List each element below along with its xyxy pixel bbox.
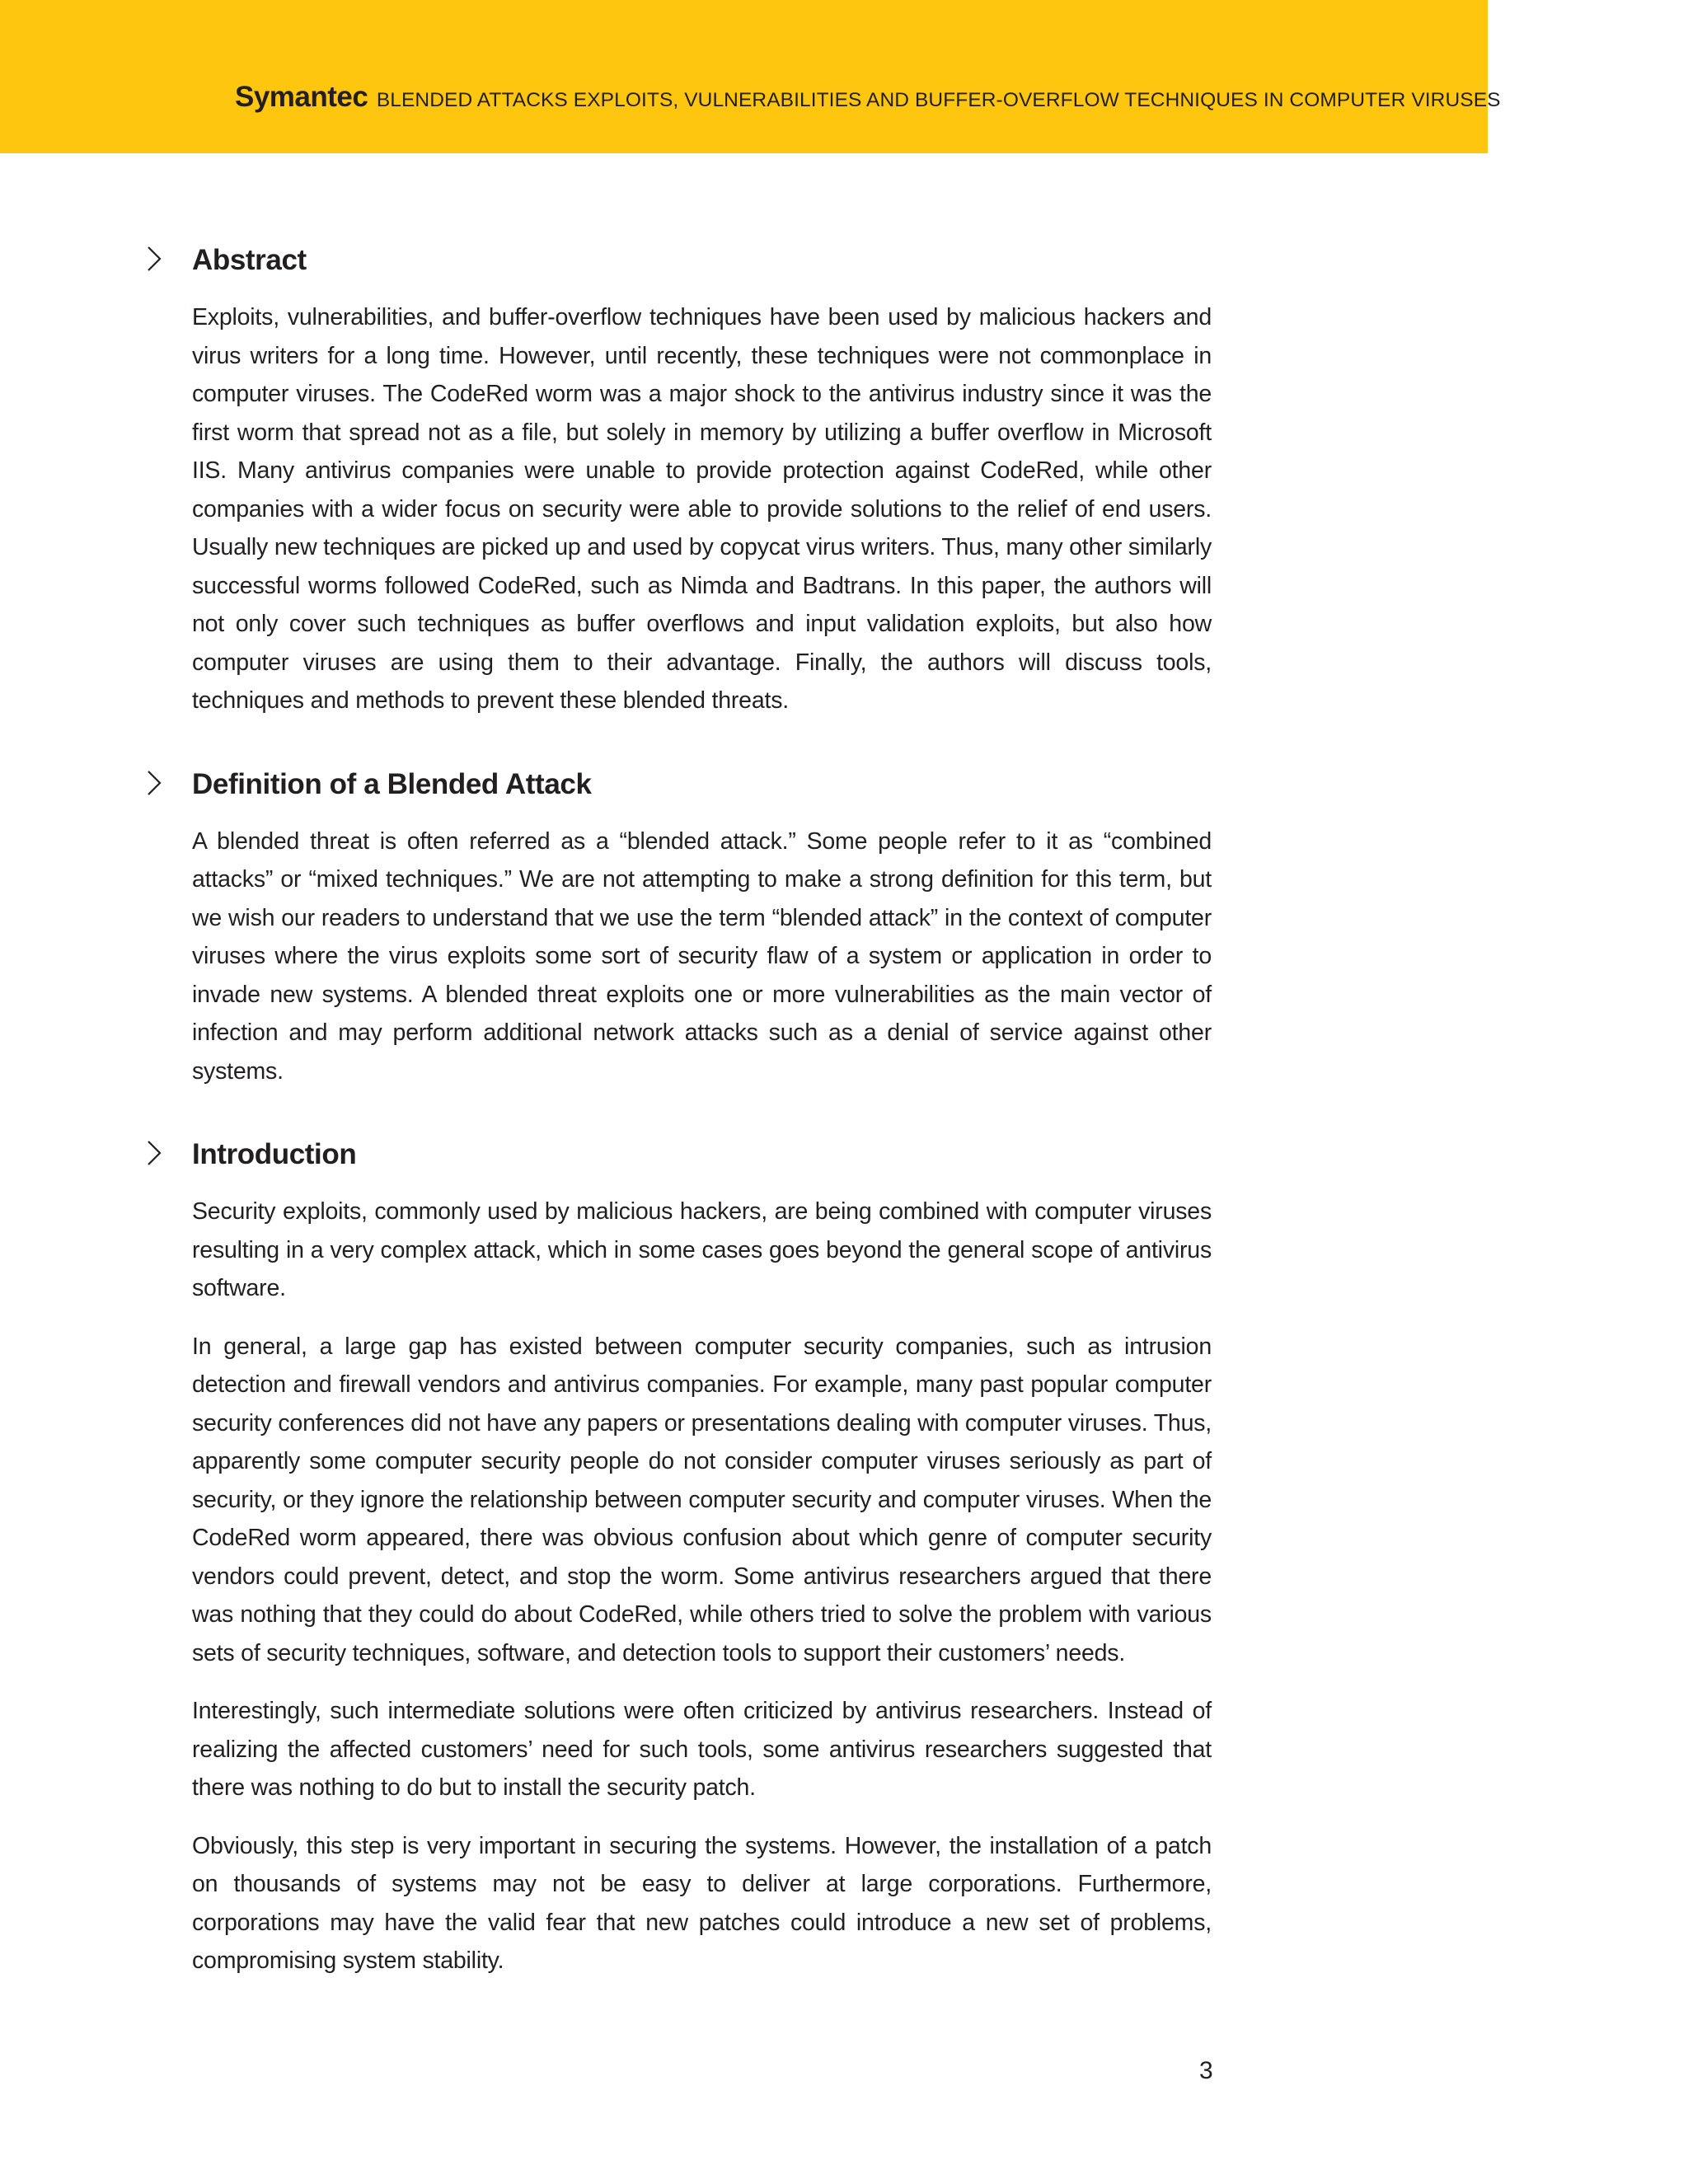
section-heading: Abstract [192, 244, 307, 276]
section-introduction [192, 1133, 1212, 1980]
main-content [192, 239, 1212, 2023]
paragraph: Interestingly, such intermediate solutions were often criticized by antivirus researchers. Instead of realizing the affected customers’ need for such tools, some antivirus researchers suggested that there was nothing to do but to install the security patch. [192, 1698, 1212, 1801]
chevron-right-icon [143, 768, 164, 798]
section-abstract [192, 239, 1212, 720]
paragraph: Security exploits, commonly used by malicious hackers, are being combined with computer viruses resulting in a very complex attack, which in some cases goes beyond the general scope of antivirus software. [192, 1198, 1212, 1301]
brand-name: Symantec [235, 81, 368, 113]
paragraph: Obviously, this step is very important in securing the systems. However, the installation of a patch on thousands of systems may not be easy to deliver at large corporations. Furthermore, corporations may have the valid fear that new patches could introduce a new set of problems, compromising system stability. [192, 1832, 1212, 1974]
document-title: BLENDED ATTACKS EXPLOITS, VULNERABILITIES AND BUFFER-OVERFLOW TECHNIQUES IN COMPUTER VIRUSES [376, 89, 1501, 111]
page-number: 3 [1199, 2057, 1213, 2084]
chevron-right-icon [143, 1138, 164, 1168]
section-heading: Definition of a Blended Attack [192, 767, 592, 800]
chevron-right-icon [143, 244, 164, 274]
running-header [235, 81, 1501, 114]
paragraph: Exploits, vulnerabilities, and buffer-overflow techniques have been used by malicious hackers and virus writers for a long time. However, until recently, these techniques were not commonplace in computer viruses. The CodeRed worm was a major shock to the antivirus industry since it was the first worm that spread not as a file, but solely in memory by utilizing a buffer overflow in Microsoft IIS. Many antivirus companies were unable to provide protection against CodeRed, while other companies with a wider focus on security were able to provide solutions to the relief of end users. Usually new techniques are picked up and used by copycat virus writers. Thus, many other similarly successful worms followed CodeRed, such as Nimda and Badtrans. In this paper, the authors will not only cover such techniques as buffer overflows and input validation exploits, but also how computer viruses are using them to their advantage. Finally, the authors will discuss tools, techniques and methods to prevent these blended threats. [192, 304, 1212, 714]
paragraph: In general, a large gap has existed between computer security companies, such as intrusion detection and firewall vendors and antivirus companies. For example, many past popular computer security conferences did not have any papers or presentations dealing with computer viruses. Thus, apparently some computer security people do not consider computer viruses seriously as part of security, or they ignore the relationship between computer security and computer viruses. When the CodeRed worm appeared, there was obvious confusion about which genre of computer security vendors could prevent, detect, and stop the worm. Some antivirus researchers argued that there was nothing that they could do about CodeRed, while others tried to solve the problem with various sets of security techniques, software, and detection tools to support their customers’ needs. [192, 1333, 1212, 1666]
header-band [0, 0, 1501, 153]
paragraph: A blended threat is often referred as a “blended attack.” Some people refer to it as “combined attacks” or “mixed techniques.” We are not attempting to make a strong definition for this term, but we wish our readers to understand that we use the term “blended attack” in the context of computer viruses where the virus exploits some sort of security flaw of a system or application in order to invade new systems. A blended threat exploits one or more vulnerabilities as the main vector of infection and may perform additional network attacks such as a denial of service against other systems. [192, 827, 1212, 1085]
section-definition [192, 763, 1212, 1091]
section-heading: Introduction [192, 1138, 357, 1170]
